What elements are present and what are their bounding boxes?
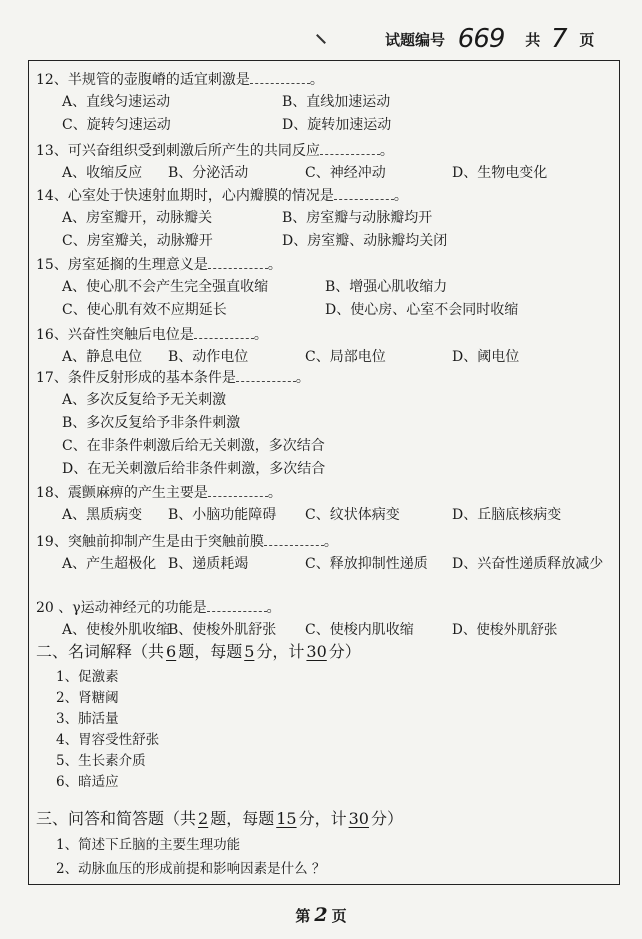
answer-option: D、丘脑底核病变	[452, 507, 562, 523]
answer-option: A、直线匀速运动	[62, 94, 171, 110]
answer-option: B、分泌活动	[168, 165, 249, 181]
answer-option: A、收缩反应	[62, 165, 143, 181]
total-label: 共	[525, 31, 541, 49]
term-item: 5、生长素介质	[56, 753, 146, 769]
answer-blank	[264, 532, 324, 546]
answer-option: D、阈电位	[452, 349, 520, 365]
answer-option: B、递质耗竭	[168, 556, 249, 572]
answer-option: A、静息电位	[62, 349, 143, 365]
term-item: 1、简述下丘脑的主要生理功能	[56, 837, 241, 853]
term-item: 1、促激素	[56, 669, 119, 685]
answer-option: A、黑质病变	[62, 507, 143, 523]
exam-code-label: 试题编号	[385, 31, 446, 49]
term-item: 3、肺活量	[56, 711, 119, 727]
page-number-prefix: 第	[295, 907, 311, 925]
page-footer	[0, 904, 642, 926]
question-stem: 16、兴奋性突触后电位是 。	[36, 327, 268, 343]
question-stem: 17、条件反射形成的基本条件是 。	[36, 370, 310, 386]
answer-blank	[208, 483, 268, 497]
answer-option: B、小脑功能障碍	[168, 507, 277, 523]
section-2-heading: 二、名词解释（共 6 题，每题 5 分，计 30 分）	[36, 642, 361, 661]
answer-option: B、直线加速运动	[282, 94, 391, 110]
answer-option: D、旋转加速运动	[282, 117, 392, 133]
exam-code: 669	[457, 24, 505, 54]
answer-blank	[208, 255, 268, 269]
answer-option: C、在非条件刺激后给无关刺激，多次结合	[62, 438, 325, 454]
answer-option: A、产生超极化	[62, 556, 157, 572]
question-stem: 12、半规管的壶腹嵴的适宜刺激是 。	[36, 72, 324, 88]
pen-mark	[316, 34, 326, 44]
answer-option: D、使心房、心室不会同时收缩	[325, 302, 519, 318]
answer-option: B、多次反复给予非条件刺激	[62, 415, 241, 431]
question-stem: 19、突触前抑制产生是由于突触前膜 。	[36, 534, 338, 550]
answer-option: C、释放抑制性递质	[305, 556, 428, 572]
question-stem: 14、心室处于快速射血期时，心内瓣膜的情况是 。	[36, 188, 408, 204]
answer-option: D、兴奋性递质释放减少	[452, 556, 604, 572]
answer-blank	[194, 325, 254, 339]
answer-option: C、纹状体病变	[305, 507, 400, 523]
question-stem: 13、可兴奋组织受到刺激后所产生的共同反应 。	[36, 143, 394, 159]
answer-blank	[250, 70, 310, 84]
answer-option: B、增强心肌收缩力	[325, 279, 448, 295]
answer-option: A、使梭外肌收缩	[62, 622, 171, 638]
term-item: 2、动脉血压的形成前提和影响因素是什么 ？	[56, 861, 326, 877]
answer-option: C、局部电位	[305, 349, 386, 365]
exam-header	[385, 22, 594, 52]
answer-option: D、生物电变化	[452, 165, 548, 181]
answer-blank	[320, 141, 380, 155]
answer-option: A、多次反复给予无关刺激	[62, 392, 227, 408]
answer-option: C、房室瓣关，动脉瓣开	[62, 233, 213, 249]
answer-option: B、使梭外肌舒张	[168, 622, 277, 638]
answer-option: A、使心肌不会产生完全强直收缩	[62, 279, 269, 295]
answer-option: C、使梭内肌收缩	[305, 622, 414, 638]
answer-option: B、动作电位	[168, 349, 249, 365]
term-item: 2、肾糖阈	[56, 690, 119, 706]
answer-option: A、房室瓣开，动脉瓣关	[62, 210, 213, 226]
answer-option: C、神经冲动	[305, 165, 386, 181]
term-item: 4、胃容受性舒张	[56, 732, 160, 748]
question-stem: 20 、γ运动神经元的功能是 。	[36, 600, 281, 616]
answer-option: D、使梭外肌舒张	[452, 622, 558, 638]
answer-option: D、房室瓣、动脉瓣均关闭	[282, 233, 448, 249]
answer-option: B、房室瓣与动脉瓣均开	[282, 210, 433, 226]
pages-label: 页	[579, 31, 595, 49]
page-number-suffix: 页	[331, 907, 347, 925]
answer-option: C、旋转匀速运动	[62, 117, 171, 133]
answer-blank	[334, 186, 394, 200]
answer-blank	[236, 368, 296, 382]
term-item: 6、暗适应	[56, 774, 119, 790]
answer-option: C、使心肌有效不应期延长	[62, 302, 227, 318]
question-stem: 18、震颤麻痹的产生主要是 。	[36, 485, 282, 501]
total-pages: 7	[551, 24, 567, 54]
question-stem: 15、房室延搁的生理意义是 。	[36, 257, 282, 273]
answer-option: D、在无关刺激后给非条件刺激，多次结合	[62, 461, 326, 477]
page-number: 2	[314, 904, 328, 926]
answer-blank	[207, 598, 267, 612]
section-3-heading: 三、问答和简答题（共 2 题，每题 15 分，计 30 分）	[36, 809, 403, 828]
